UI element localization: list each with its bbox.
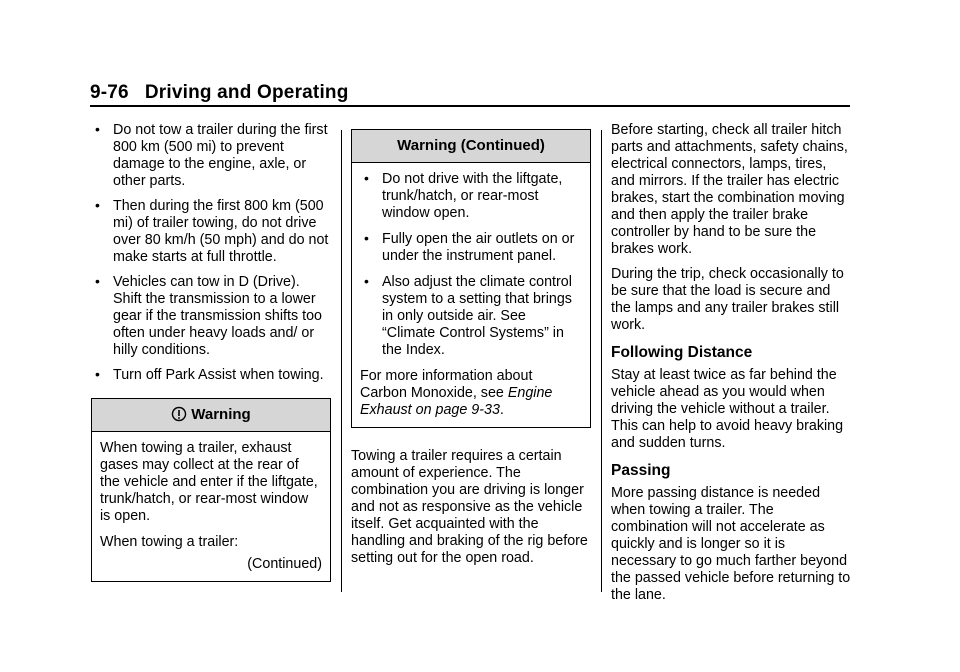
list-item: • Do not tow a trailer during the first 800 km (500 mi) to prevent damage to the engine, axle, or other parts. (95, 121, 328, 189)
bullet-icon: • (364, 273, 369, 289)
body-paragraph: During the trip, check occasionally to be sure that the load is secure and the lamps and any trailer brakes still work. (611, 266, 844, 333)
list-item: • Then during the first 800 km (500 mi) of trailer towing, do not drive over 80 km/h (50 mph) and do not make starts at full throttle. (95, 197, 329, 265)
body-paragraph: Before starting, check all trailer hitch parts and attachments, safety chains, electrical connectors, lamps, tires, and mirrors. If the trailer has electric brakes, start the combination moving and then apply the trailer brake controller by hand to be sure the brakes work. (611, 122, 848, 257)
cross-reference-link[interactable]: Engine Exhaust on page 9-33 (360, 385, 553, 418)
column-divider-2 (601, 130, 602, 592)
section-title: Driving and Operating (144, 82, 349, 103)
warning-text: When towing a trailer, exhaust gases may collect at the rear of the vehicle and enter if the liftgate, trunk/hatch, or rear-most window is open. (100, 440, 318, 524)
bullet-icon: • (95, 121, 100, 137)
list-item: • Fully open the air outlets on or under the instrument panel. (364, 230, 575, 264)
body-paragraph: Towing a trailer requires a certain amount of experience. The combination you are driving is longer and not as responsive as the vehicle itself. Get acquainted with the handling and braking of the rig before setting out for the open road. (351, 448, 588, 566)
subheading-passing: Passing (611, 462, 671, 479)
warning-body (92, 432, 330, 581)
subheading-following-distance: Following Distance (611, 344, 753, 361)
bullet-icon: • (95, 366, 100, 382)
list-item: • Vehicles can tow in D (Drive). Shift the transmission to a lower gear if the transmission shifts too often under heavy loads and/ or hilly conditions. (95, 273, 322, 358)
warning-header: Warning (Continued) (352, 130, 590, 163)
column-1 (91, 122, 331, 582)
warning-body (352, 163, 590, 427)
bullet-list (360, 171, 582, 359)
list-item: • Turn off Park Assist when towing. (95, 366, 324, 383)
page-header (90, 82, 349, 104)
bullet-icon: • (95, 273, 100, 289)
warning-box-continued (351, 129, 591, 428)
warning-title: Warning (191, 406, 251, 423)
warning-icon (171, 402, 187, 434)
column-3 (611, 122, 851, 612)
continued-label: (Continued) (247, 556, 322, 572)
list-item: • Do not drive with the liftgate, trunk/hatch, or rear-most window open. (364, 170, 563, 221)
list-item: • Also adjust the climate control system to a setting that brings in only outside air. See “Climate Control Systems” in the Index. (364, 273, 572, 358)
column-2 (351, 122, 591, 575)
page-number: 9-76 (90, 82, 129, 103)
bullet-icon: • (364, 170, 369, 186)
warning-box (91, 398, 331, 582)
bullet-list (91, 122, 331, 384)
warning-header (92, 399, 330, 432)
warning-text: When towing a trailer: (100, 534, 239, 550)
header-rule (90, 105, 850, 107)
column-divider-1 (341, 130, 342, 592)
bullet-icon: • (364, 230, 369, 246)
body-paragraph: Stay at least twice as far behind the vehicle ahead as you would when driving the vehicle without a trailer. This can help to avoid heavy braking and sudden turns. (611, 367, 844, 451)
more-info-text: For more information about Carbon Monoxide, see Engine Exhaust on page 9-33. (360, 368, 553, 418)
body-paragraph: More passing distance is needed when towing a trailer. The combination will not accelerate as quickly and is longer so it is necessary to go much farther beyond the passed vehicle before returning to the lane. (611, 485, 851, 603)
bullet-icon: • (95, 197, 100, 213)
